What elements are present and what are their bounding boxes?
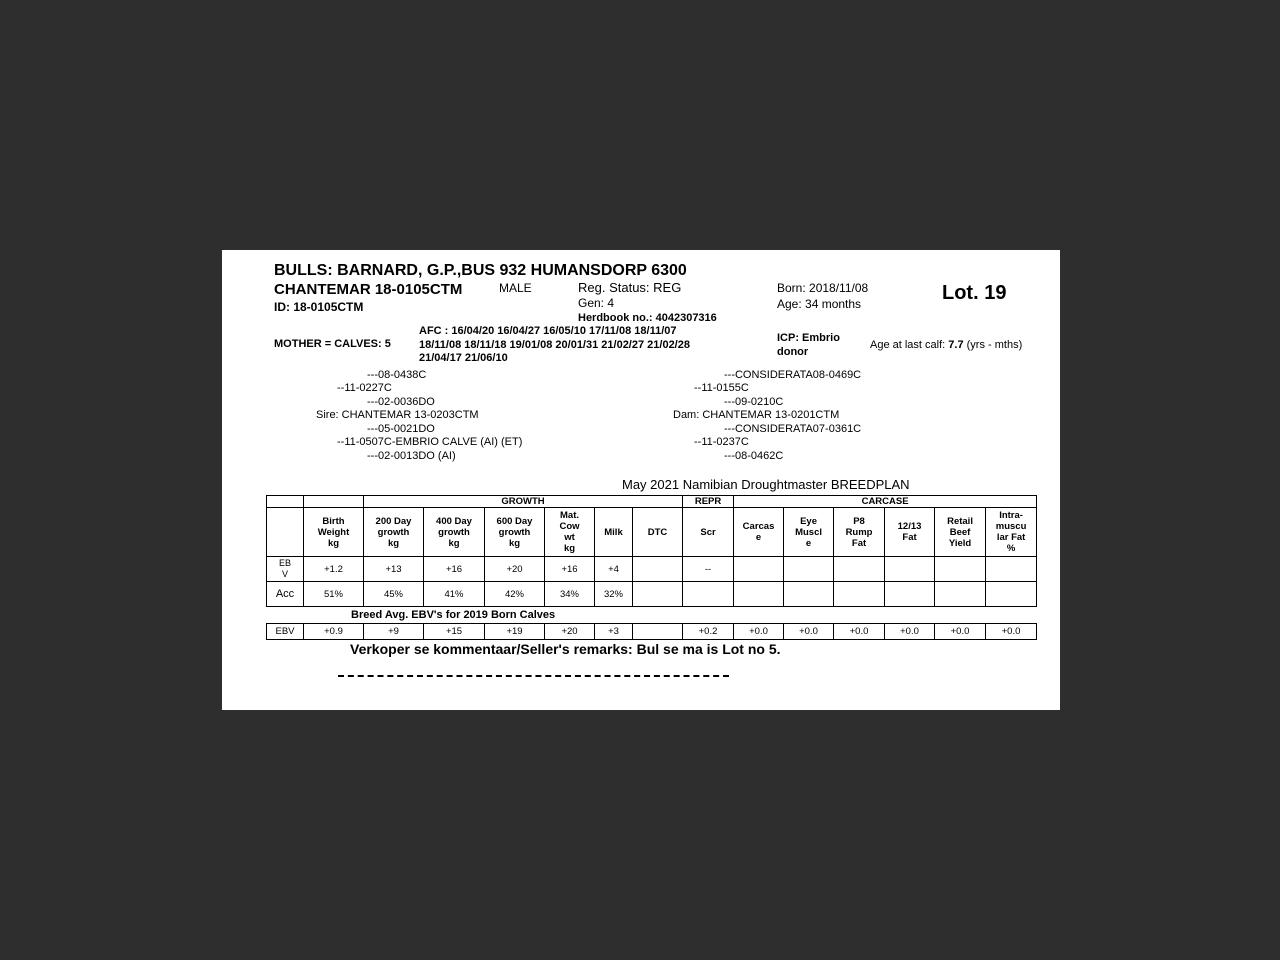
group-header-row bbox=[267, 496, 1037, 508]
breed-average-title: Breed Avg. EBV's for 2019 Born Calves bbox=[351, 609, 556, 621]
group-repr: REPR bbox=[683, 496, 734, 508]
dam-ped-line-5: ---CONSIDERATA07-0361C bbox=[724, 423, 862, 435]
avg-cell: +0.9 bbox=[304, 624, 364, 640]
acc-cell: 32% bbox=[595, 582, 633, 607]
ebv-cell bbox=[986, 557, 1037, 582]
col-header-milk: Milk bbox=[595, 508, 633, 557]
age-last-calf bbox=[870, 339, 1022, 351]
col-header-p8-rump-fat: P8 Rump Fat bbox=[834, 508, 885, 557]
dam-ped-line-6: --11-0237C bbox=[694, 436, 749, 448]
acc-cell bbox=[734, 582, 784, 607]
avg-cell: +19 bbox=[485, 624, 545, 640]
ebv-cell bbox=[734, 557, 784, 582]
col-header-400-day: 400 Day growth kg bbox=[424, 508, 485, 557]
dam-ped-line-1: ---CONSIDERATA08-0469C bbox=[724, 369, 862, 381]
breedplan-title: May 2021 Namibian Droughtmaster BREEDPLAN bbox=[622, 477, 910, 492]
sire-ped-line-7: ---02-0013DO (AI) bbox=[367, 450, 456, 462]
acc-cell: 42% bbox=[485, 582, 545, 607]
seller-title: BULLS: BARNARD, G.P.,BUS 932 HUMANSDORP 6300 bbox=[274, 262, 687, 279]
ebv-cell bbox=[633, 557, 683, 582]
col-header-12-13-fat: 12/13 Fat bbox=[885, 508, 935, 557]
avg-cell: +20 bbox=[545, 624, 595, 640]
avg-cell: +0.0 bbox=[986, 624, 1037, 640]
avg-cell: +3 bbox=[595, 624, 633, 640]
col-header-200-day: 200 Day growth kg bbox=[364, 508, 424, 557]
ebv-cell: +4 bbox=[595, 557, 633, 582]
acc-cell bbox=[986, 582, 1037, 607]
avg-row-label: EBV bbox=[267, 624, 304, 640]
ebv-cell: +16 bbox=[545, 557, 595, 582]
ebv-cell: +13 bbox=[364, 557, 424, 582]
afc-line-3: 21/04/17 21/06/10 bbox=[419, 352, 508, 364]
ebv-row-label: EB V bbox=[267, 557, 304, 582]
lot-number: Lot. 19 bbox=[942, 282, 1007, 304]
avg-cell: +0.0 bbox=[935, 624, 986, 640]
dam-ped-line-7: ---08-0462C bbox=[724, 450, 784, 462]
breed-average-table bbox=[266, 623, 1037, 640]
acc-cell: 45% bbox=[364, 582, 424, 607]
group-growth: GROWTH bbox=[364, 496, 683, 508]
ebv-row bbox=[267, 557, 1037, 582]
sire-name: Sire: CHANTEMAR 13-0203CTM bbox=[316, 409, 479, 421]
age: Age: 34 months bbox=[777, 297, 862, 311]
animal-id: ID: 18-0105CTM bbox=[274, 300, 364, 314]
avg-row bbox=[267, 624, 1037, 640]
ebv-cell: +1.2 bbox=[304, 557, 364, 582]
ebv-table bbox=[266, 495, 1037, 607]
acc-cell bbox=[834, 582, 885, 607]
icp-line-2: donor bbox=[777, 346, 809, 358]
sire-ped-line-5: ---05-0021DO bbox=[367, 423, 435, 435]
col-header-mat-cow-wt: Mat. Cow wt kg bbox=[545, 508, 595, 557]
acc-cell bbox=[633, 582, 683, 607]
acc-row-label: Acc bbox=[267, 582, 304, 607]
group-carcase: CARCASE bbox=[734, 496, 1037, 508]
ebv-cell bbox=[885, 557, 935, 582]
afc-line-2: 18/11/08 18/11/18 19/01/08 20/01/31 21/02/27 21/02/28 bbox=[419, 339, 690, 351]
acc-cell bbox=[935, 582, 986, 607]
avg-cell: +0.0 bbox=[734, 624, 784, 640]
acc-row bbox=[267, 582, 1037, 607]
dam-ped-line-3: ---09-0210C bbox=[724, 396, 784, 408]
catalogue-card bbox=[222, 250, 1060, 710]
col-header-eye-muscle: Eye Muscl e bbox=[784, 508, 834, 557]
col-header-600-day: 600 Day growth kg bbox=[485, 508, 545, 557]
animal-sex: MALE bbox=[499, 281, 532, 295]
avg-cell: +0.0 bbox=[834, 624, 885, 640]
group-blank-2 bbox=[304, 496, 364, 508]
birth-date: Born: 2018/11/08 bbox=[777, 281, 869, 295]
acc-cell bbox=[784, 582, 834, 607]
col-header-retail-beef-yield: Retail Beef Yield bbox=[935, 508, 986, 557]
dam-name: Dam: CHANTEMAR 13-0201CTM bbox=[673, 409, 840, 421]
reg-status: Reg. Status: REG bbox=[578, 280, 682, 295]
acc-cell: 41% bbox=[424, 582, 485, 607]
herdbook-number: Herdbook no.: 4042307316 bbox=[578, 312, 717, 324]
age-last-calf-label: Age at last calf: bbox=[870, 339, 946, 351]
column-header-row bbox=[267, 508, 1037, 557]
age-last-calf-value: 7.7 bbox=[948, 339, 964, 351]
ebv-cell: +16 bbox=[424, 557, 485, 582]
icp-line-1: ICP: Embrio bbox=[777, 332, 840, 344]
acc-cell: 51% bbox=[304, 582, 364, 607]
dam-ped-line-2: --11-0155C bbox=[694, 382, 749, 394]
seller-remarks: Verkoper se kommentaar/Seller's remarks: Bul se ma is Lot no 5. bbox=[350, 641, 781, 657]
generation: Gen: 4 bbox=[578, 296, 615, 310]
sire-ped-line-6: --11-0507C-EMBRIO CALVE (AI) (ET) bbox=[337, 436, 523, 448]
col-header-carcase: Carcas e bbox=[734, 508, 784, 557]
afc-line-1: AFC : 16/04/20 16/04/27 16/05/10 17/11/08 18/11/07 bbox=[419, 325, 677, 337]
acc-cell bbox=[885, 582, 935, 607]
dashed-divider bbox=[338, 675, 729, 677]
corner-cell bbox=[267, 508, 304, 557]
acc-cell: 34% bbox=[545, 582, 595, 607]
sire-ped-line-2: --11-0227C bbox=[337, 382, 392, 394]
avg-cell: +0.2 bbox=[683, 624, 734, 640]
ebv-cell bbox=[834, 557, 885, 582]
sire-ped-line-3: ---02-0036DO bbox=[367, 396, 435, 408]
acc-cell bbox=[683, 582, 734, 607]
avg-cell: +9 bbox=[364, 624, 424, 640]
group-blank-1 bbox=[267, 496, 304, 508]
col-header-imf: Intra- muscu lar Fat % bbox=[986, 508, 1037, 557]
sire-ped-line-1: ---08-0438C bbox=[367, 369, 427, 381]
mother-calves: MOTHER = CALVES: 5 bbox=[274, 338, 391, 350]
ebv-cell bbox=[784, 557, 834, 582]
ebv-cell bbox=[935, 557, 986, 582]
avg-cell: +0.0 bbox=[885, 624, 935, 640]
col-header-dtc: DTC bbox=[633, 508, 683, 557]
col-header-birth-weight: Birth Weight kg bbox=[304, 508, 364, 557]
col-header-scr: Scr bbox=[683, 508, 734, 557]
avg-cell: +15 bbox=[424, 624, 485, 640]
avg-cell bbox=[633, 624, 683, 640]
avg-cell: +0.0 bbox=[784, 624, 834, 640]
ebv-cell: -- bbox=[683, 557, 734, 582]
animal-name: CHANTEMAR 18-0105CTM bbox=[274, 281, 463, 298]
age-last-calf-unit: (yrs - mths) bbox=[966, 339, 1023, 351]
ebv-cell: +20 bbox=[485, 557, 545, 582]
